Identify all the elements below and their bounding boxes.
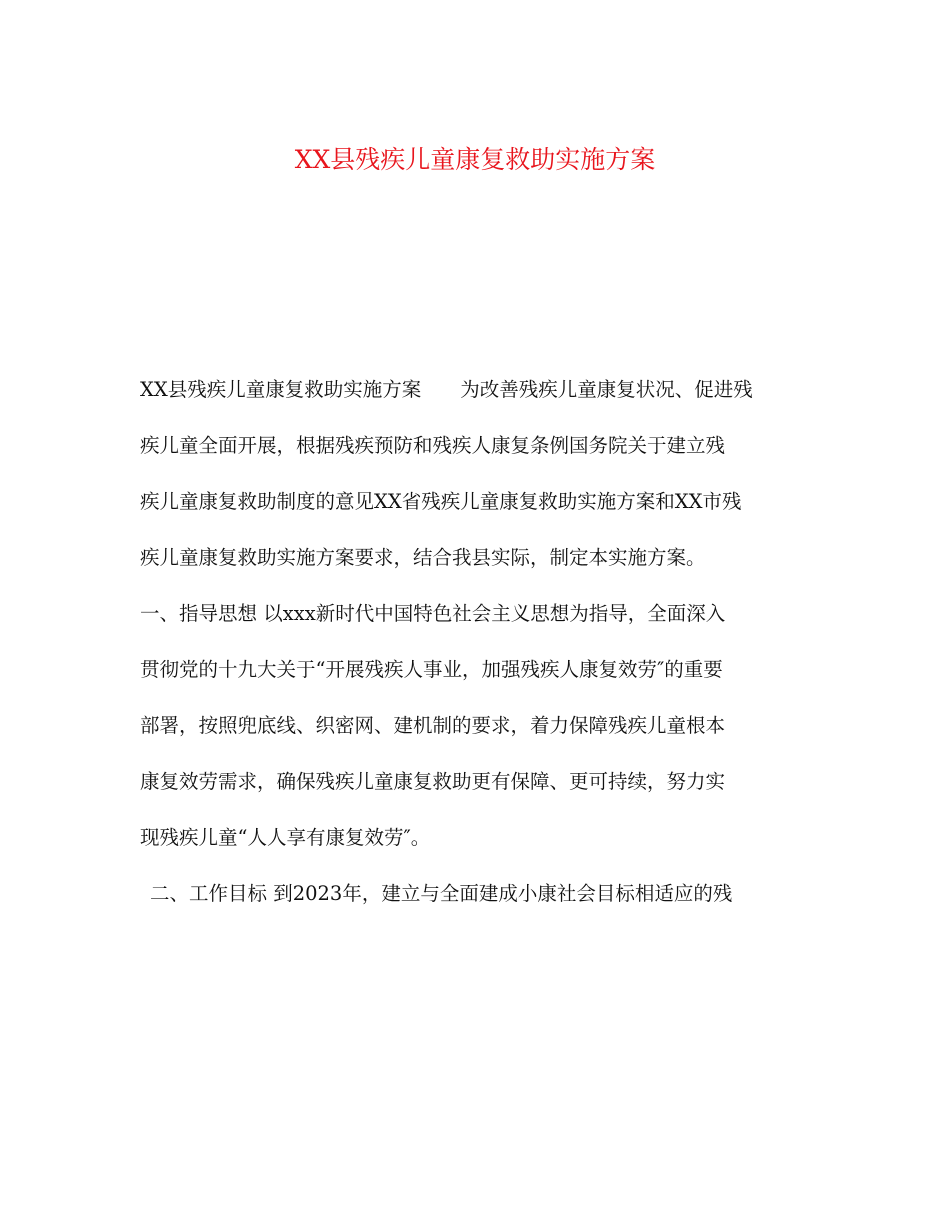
document-body [140,370,820,930]
body-line-9: 现残疾儿童“人人享有康复效劳″。 [140,826,431,849]
body-line-7: 部署，按照兜底线、织密网、建机制的要求，着力保障残疾儿童根本 [140,714,726,737]
body-line-6: 贯彻党的十九大关于“开展残疾人事业，加强残疾人康复效劳″的重要 [140,658,723,681]
body-line-3: 疾儿童康复救助制度的意见XX省残疾儿童康复救助实施方案和XX市残 [140,490,742,513]
body-line-2: 疾儿童全面开展，根据残疾预防和残疾人康复条例国务院关于建立残 [140,434,726,457]
body-line-8: 康复效劳需求，确保残疾儿童康复救助更有保障、更可持续，努力实 [140,770,726,793]
body-line-4: 疾儿童康复救助实施方案要求，结合我县实际，制定本实施方案。 [140,546,706,569]
body-line-5: 一、指导思想 以xxx新时代中国特色社会主义思想为指导，全面深入 [140,602,726,625]
document-title: XX县残疾儿童康复救助实施方案 [294,145,656,174]
body-line-1: XX县残疾儿童康复救助实施方案 为改善残疾儿童康复状况、促进残 [140,378,753,401]
body-line-10: 二、工作目标 到2023年，建立与全面建成小康社会目标相适应的残 [150,882,733,905]
